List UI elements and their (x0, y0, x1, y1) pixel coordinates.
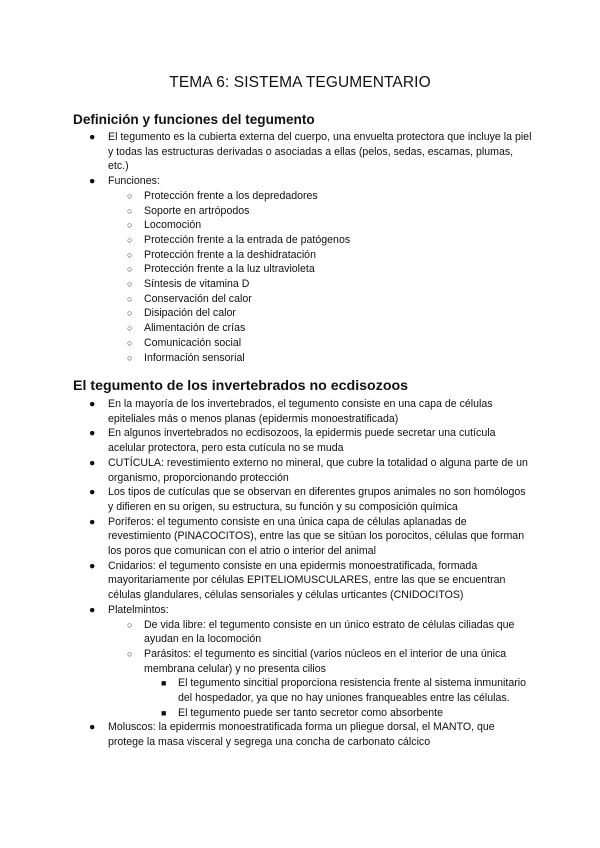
list-item (0, 351, 600, 366)
filled-bullet-icon: ● (89, 131, 96, 143)
hollow-bullet-icon: ○ (127, 352, 133, 363)
parasitos-text: Parásitos: el tegumento es sincitial (varios núcleos en el interior de una única membrana celular) y no presenta cilios (144, 647, 507, 675)
list-item (0, 262, 600, 277)
parasitos-sub-text: El tegumento sincitial proporciona resistencia frente al sistema inmunitario del hospedador, ya que no hay uniones franqueables entre las células. (178, 677, 526, 705)
list-item (0, 426, 600, 455)
page-title: TEMA 6: SISTEMA TEGUMENTARIO (169, 74, 431, 91)
funcion-text: Protección frente a la entrada de patógenos (144, 233, 351, 246)
list-item (0, 706, 600, 721)
filled-bullet-icon: ● (89, 559, 96, 572)
funcion-text: Comunicación social (144, 336, 242, 349)
platelmintos-label: Platelmintos: (108, 603, 169, 616)
list-item (0, 248, 600, 263)
list-item (0, 515, 600, 559)
list-item (0, 233, 600, 248)
hollow-bullet-icon: ○ (127, 323, 133, 334)
hollow-bullet-icon: ○ (127, 293, 133, 304)
list-item (0, 397, 600, 426)
list-item (0, 603, 600, 618)
funcion-text: Información sensorial (144, 351, 245, 364)
list-item (0, 485, 600, 514)
funcion-text: Protección frente a la deshidratación (144, 248, 316, 261)
funcion-text: Síntesis de vitamina D (144, 278, 250, 291)
funcion-text: Alimentación de crías (144, 322, 246, 335)
list-item (0, 321, 600, 336)
item-text: CUTÍCULA: revestimiento externo no mineral, que cubre la totalidad o alguna parte de un organismo, proporcionando protección (108, 456, 528, 484)
hollow-bullet-icon: ○ (127, 234, 133, 245)
item-text: Los tipos de cutículas que se observan en diferentes grupos animales no son homólogos y difieren en su origen, su estructura, su función y su composición química (108, 486, 526, 513)
list-item (0, 618, 600, 647)
filled-bullet-icon: ● (89, 515, 96, 528)
funcion-text: Disipación del calor (144, 307, 236, 320)
list-item (0, 292, 600, 307)
list-item (0, 189, 600, 204)
item-text: En la mayoría de los invertebrados, el tegumento consiste en una capa de células epiteliales más o menos planas (epidermis monoestratificada) (108, 398, 493, 425)
item-text: En algunos invertebrados no ecdisozoos, la epidermis puede secretar una cutícula acelular protectora, pero esta cutícula no se muda (108, 427, 496, 455)
list-item (0, 277, 600, 292)
list-item (0, 559, 600, 603)
hollow-bullet-icon: ○ (127, 619, 133, 630)
definition-text: El tegumento es la cubierta externa del cuerpo, una envuelta protectora que incluye la piel y todas las estructuras derivadas o asociadas a ellas (pelos, sedas, escamas, plumas, etc.) (108, 131, 532, 173)
section-heading-definicion: Definición y funciones del tegumento (73, 112, 315, 127)
filled-bullet-icon: ● (89, 456, 96, 469)
filled-bullet-icon: ● (89, 427, 96, 440)
square-bullet-icon: ■ (161, 707, 167, 718)
list-item (0, 174, 600, 189)
funcion-text: Protección frente a la luz ultravioleta (144, 263, 315, 276)
invertebrados-list (0, 397, 600, 750)
list-item (0, 720, 600, 749)
list-item (0, 456, 600, 485)
item-text: Cnidarios: el tegumento consiste en una epidermis monoestratificada, formada mayoritariamente por células EPITELIOMUSCULARES, entre las que se encuentran células glandulares, células sensoriales y células urticantes (CNIDOCITOS) (108, 559, 506, 602)
filled-bullet-icon: ● (89, 398, 96, 410)
section-heading-invertebrados: El tegumento de los invertebrados no ecdisozoos (73, 378, 409, 394)
hollow-bullet-icon: ○ (127, 205, 133, 216)
filled-bullet-icon: ● (89, 175, 96, 188)
item-text: Poríferos: el tegumento consiste en una única capa de células aplanadas de revestimiento (PINACOCITOS), entre las que se sitúan los porocitos, células que forman los poros que comunican con el atrio o interior del animal (108, 515, 525, 558)
list-item (0, 676, 600, 705)
list-item (0, 204, 600, 219)
list-item (0, 306, 600, 321)
hollow-bullet-icon: ○ (127, 308, 133, 319)
hollow-bullet-icon: ○ (127, 337, 133, 348)
filled-bullet-icon: ● (89, 603, 96, 616)
hollow-bullet-icon: ○ (127, 220, 133, 231)
funcion-text: Protección frente a los depredadores (144, 189, 318, 202)
list-item (0, 647, 600, 676)
funciones-label: Funciones: (108, 175, 160, 188)
funcion-text: Conservación del calor (144, 292, 252, 305)
filled-bullet-icon: ● (89, 721, 96, 734)
filled-bullet-icon: ● (89, 486, 96, 499)
list-item (0, 218, 600, 233)
moluscos-text: Moluscos: la epidermis monoestratificada forma un pliegue dorsal, el MANTO, que protege la masa visceral y segrega una concha de carbonato cálcico (108, 721, 495, 749)
funcion-text: Locomoción (144, 219, 202, 232)
hollow-bullet-icon: ○ (127, 190, 133, 201)
definition-list (0, 130, 600, 365)
hollow-bullet-icon: ○ (127, 279, 133, 290)
parasitos-sub-text: El tegumento puede ser tanto secretor como absorbente (178, 706, 444, 719)
hollow-bullet-icon: ○ (127, 264, 133, 275)
vida-libre-text: De vida libre: el tegumento consiste en un único estrato de células ciliadas que ayudan en la locomoción (144, 618, 515, 646)
funcion-text: Soporte en artrópodos (144, 204, 250, 217)
list-item (0, 130, 600, 174)
square-bullet-icon: ■ (161, 678, 167, 689)
list-item (0, 336, 600, 351)
hollow-bullet-icon: ○ (127, 648, 133, 659)
hollow-bullet-icon: ○ (127, 249, 133, 260)
